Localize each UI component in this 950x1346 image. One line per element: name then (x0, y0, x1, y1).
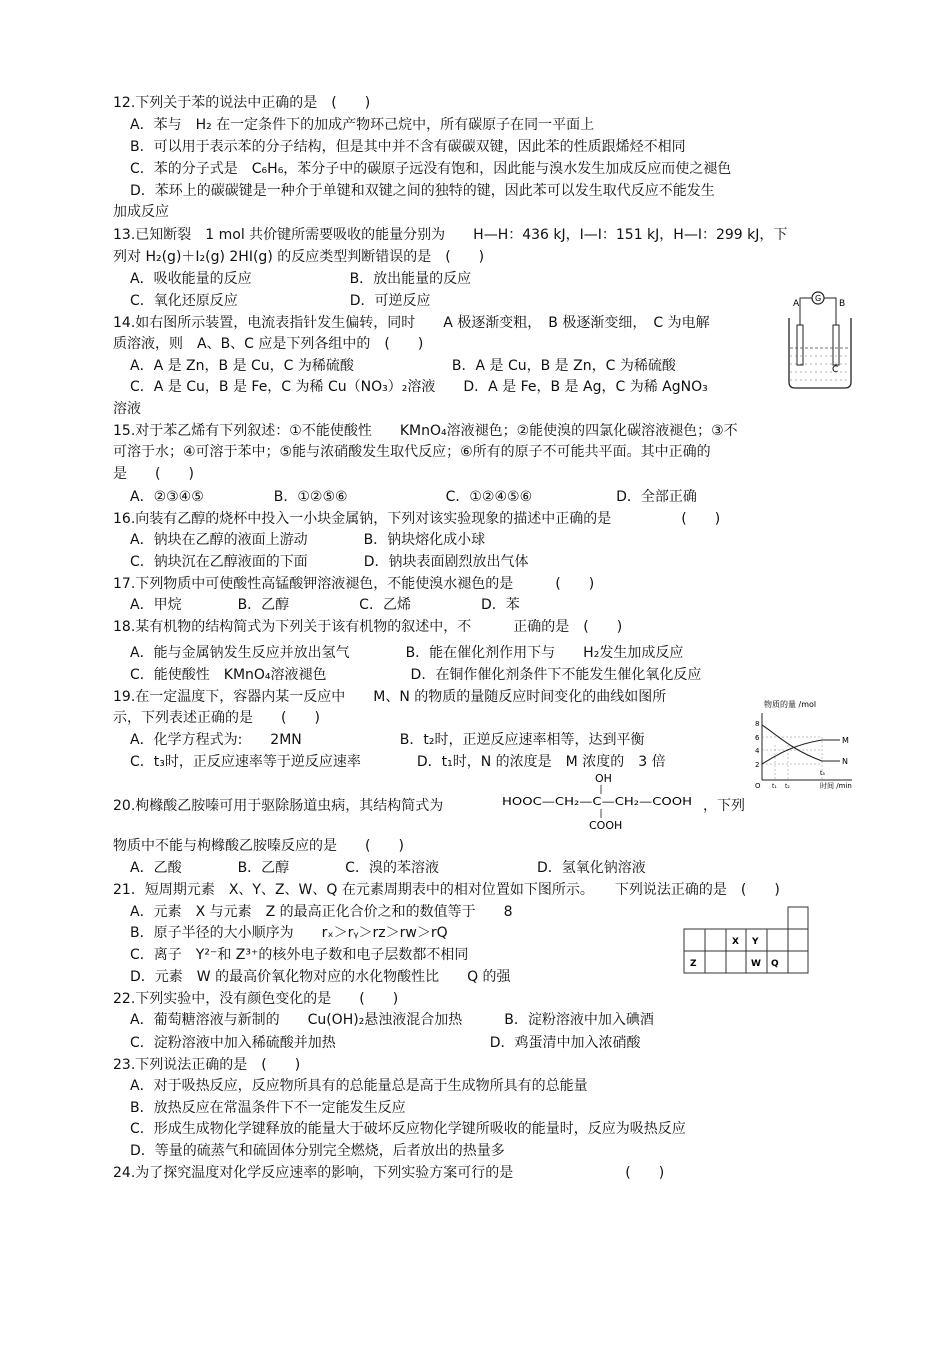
q23-stem: 23.下列说法正确的是 ( ) (113, 1057, 301, 1073)
graph-ytick-8: 8 (755, 720, 760, 728)
q12-stem: 12.下列关于苯的说法中正确的是 ( ) (113, 95, 371, 111)
q14-options-ab: A．A 是 Zn，B 是 Cu，C 为稀硫酸 B．A 是 Cu，B 是 Zn，C 为稀硫酸 (130, 358, 676, 374)
graph-origin: O (755, 782, 761, 790)
q20-options: A．乙酸 B．乙醇 C．溴的苯溶液 D．氢氧化钠溶液 (130, 860, 646, 876)
q19-options-ab: A．化学方程式为: 2MN B．t₂时，正逆反应速率相等，达到平衡 (130, 732, 645, 748)
q12-option-c: C．苯的分子式是 C₆H₆，苯分子中的碳原子远没有饱和，因此能与溴水发生加成反应而使之褪色 (130, 161, 732, 177)
q23-option-b: B．放热反应在常温条件下不一定能发生反应 (130, 1100, 406, 1116)
wire-left (800, 298, 812, 325)
graph-series-m: M (842, 736, 849, 745)
q14-option-d-cont: 溶液 (113, 401, 141, 417)
cell-label-b: B (839, 299, 846, 309)
graph-ytick-2: 2 (755, 761, 760, 769)
q13-options-cd: C．氧化还原反应 D．可逆反应 (130, 293, 431, 309)
q20-stem: 20.枸橼酸乙胺嗪可用于驱除肠道虫病，其结构简式为 (113, 798, 444, 814)
galvanic-cell-figure (785, 290, 855, 390)
q13-stem: 13.已知断裂 1 mol 共价键所需要吸收的能量分别为 H—H：436 kJ，I—I：151 kJ，H—I：299 kJ，下 (113, 227, 788, 243)
electrode-a (797, 325, 803, 365)
q13-stem-cont: 列对 H₂(g)＋I₂(g) 2HI(g) 的反应类型判断错误的是 ( ) (113, 249, 485, 265)
q16-stem: 16.向装有乙醇的烧杯中投入一小块金属钠，下列对该实验现象的描述中正确的是 ( ) (113, 511, 721, 527)
graph-xlabel: 时间 /min (820, 782, 852, 790)
q21-option-a: A．元素 X 与元素 Z 的最高正化合价之和的数值等于 8 (130, 904, 513, 920)
q24-stem: 24.为了探究温度对化学反应速率的影响，下列实验方案可行的是 ( ) (113, 1165, 665, 1181)
q21-option-b: B．原子半径的大小顺序为 rₓ＞rᵧ＞rᴢ＞rᴡ＞rQ (130, 925, 448, 941)
q15-stem: 15.对于苯乙烯有下列叙述：①不能使酸性 KMnO₄溶液褪色；②能使溴的四氯化碳溶液褪色；③不 (113, 423, 738, 439)
cell-label-a: A (793, 299, 800, 309)
graph-curve-n (762, 725, 840, 761)
q12-option-d-cont: 加成反应 (113, 204, 169, 220)
q12-option-b: B．可以用于表示苯的分子结构，但是其中并不含有碳碳双键，因此苯的性质跟烯烃不相同 (130, 139, 686, 155)
q23-option-d: D．等量的硫蒸气和硫固体分别完全燃烧，后者放出的热量多 (130, 1143, 505, 1159)
electrode-b (833, 325, 839, 365)
q19-stem: 19.在一定温度下，容器内某一反应中 M、N 的物质的量随反应时间变化的曲线如图所 (113, 689, 667, 705)
cell-w: W (751, 959, 761, 969)
graph-ylabel: 物质的量 /mol (764, 700, 817, 709)
q16-options-ab: A．钠块在乙醇的液面上游动 B．钠块熔化成小球 (130, 532, 486, 548)
q23-option-a: A．对于吸热反应，反应物所具有的总能量总是高于生成物所具有的总能量 (130, 1078, 588, 1094)
q17-stem: 17.下列物质中可使酸性高锰酸钾溶液褪色，不能使溴水褪色的是 ( ) (113, 576, 595, 592)
q14-options-cd: C．A 是 Cu，B 是 Fe，C 为稀 Cu（NO₃）₂溶液 D．A 是 Fe，B 是 Ag，C 为稀 AgNO₃ (130, 379, 708, 395)
q18-options-ab: A．能与金属钠发生反应并放出氢气 B．能在催化剂作用下与 H₂发生加成反应 (130, 645, 684, 661)
cell-label-c: C (832, 365, 839, 375)
q12-option-a: A．苯与 H₂ 在一定条件下的加成产物环己烷中，所有碳原子在同一平面上 (130, 117, 595, 133)
q22-options-ab: A．葡萄糖溶液与新制的 Cu(OH)₂悬浊液混合加热 B．淀粉溶液中加入碘酒 (130, 1012, 654, 1028)
q15-stem-cont: 可溶于水；④可溶于苯中；⑤能与浓硝酸发生取代反应；⑥所有的原子不可能共平面。其中正确的 (113, 444, 711, 460)
structural-formula (500, 770, 700, 832)
q18-stem: 18.某有机物的结构简式为下列关于该有机物的叙述中，不 正确的是 ( ) (113, 619, 623, 635)
wire-right (824, 298, 836, 325)
q13-options-ab: A．吸收能量的反应 B．放出能量的反应 (130, 271, 472, 287)
cell-z: Z (690, 959, 697, 969)
q19-stem-cont: 示，下列表述正确的是 ( ) (113, 710, 320, 726)
cell-q: Q (771, 959, 779, 969)
q14-stem-cont: 质溶液，则 A、B、C 应是下列各组中的 ( ) (113, 336, 424, 352)
q12-option-d: D．苯环上的碳碳键是一种介于单键和双键之间的独特的键，因此苯可以发生取代反应不能发生 (130, 183, 715, 199)
q21-option-c: C．离子 Y²⁻和 Z³⁺的核外电子数和电子层数都不相同 (130, 947, 469, 963)
q15-stem-end: 是 ( ) (113, 466, 194, 482)
struct-main-chain: HOOC—CH₂—C—CH₂—COOH (502, 795, 692, 808)
graph-ytick-4: 4 (755, 747, 760, 755)
q20-stem-cont: 物质中不能与枸橼酸乙胺嗪反应的是 ( ) (113, 838, 404, 854)
q22-options-cd: C．淀粉溶液中加入稀硫酸并加热 D．鸡蛋清中加入浓硝酸 (130, 1035, 641, 1051)
graph-ytick-6: 6 (755, 734, 760, 742)
q14-stem: 14.如右图所示装置，电流表指针发生偏转，同时 A 极逐渐变粗， B 极逐渐变细， C 为电解 (113, 315, 710, 331)
graph-xtick-t1: t₁ (772, 783, 777, 790)
cell-x: X (732, 937, 739, 947)
struct-top-group: OH (595, 772, 612, 785)
cell-y: Y (752, 937, 759, 947)
periodic-table-fragment (680, 903, 810, 975)
cell-label-g: G (815, 294, 822, 303)
q18-options-cd: C．能使酸性 KMnO₄溶液褪色 D．在铜作催化剂条件下不能发生催化氧化反应 (130, 667, 702, 683)
q16-options-cd: C．钠块沉在乙醇液面的下面 D．钠块表面剧烈放出气体 (130, 554, 529, 570)
q15-options: A．②③④⑤ B．①②⑤⑥ C．①②④⑤⑥ D．全部正确 (130, 489, 697, 505)
q19-options-cd: C．t₃时，正反应速率等于逆反应速率 D．t₁时，N 的浓度是 M 浓度的 3 倍 (130, 754, 666, 770)
graph-series-n: N (842, 757, 848, 766)
q21-option-d: D．元素 W 的最高价氧化物对应的水化物酸性比 Q 的强 (130, 969, 511, 985)
q23-option-c: C．形成生成物化学键释放的能量大于破坏反应物化学键所吸收的能量时，反应为吸热反应 (130, 1121, 686, 1137)
q20-stem-tail: ，下列 (703, 798, 745, 814)
graph-xtick-t3: t₃ (820, 770, 825, 777)
amount-time-graph (752, 695, 862, 792)
graph-xtick-t2: t₂ (785, 783, 790, 790)
struct-bottom-group: COOH (589, 819, 623, 832)
q17-options: A．甲烷 B．乙醇 C．乙烯 D．苯 (130, 597, 520, 613)
q21-stem: 21．短周期元素 X、Y、Z、W、Q 在元素周期表中的相对位置如下图所示。 下列说法正确的是 ( ) (113, 882, 780, 898)
q22-stem: 22.下列实验中，没有颜色变化的是 ( ) (113, 991, 399, 1007)
